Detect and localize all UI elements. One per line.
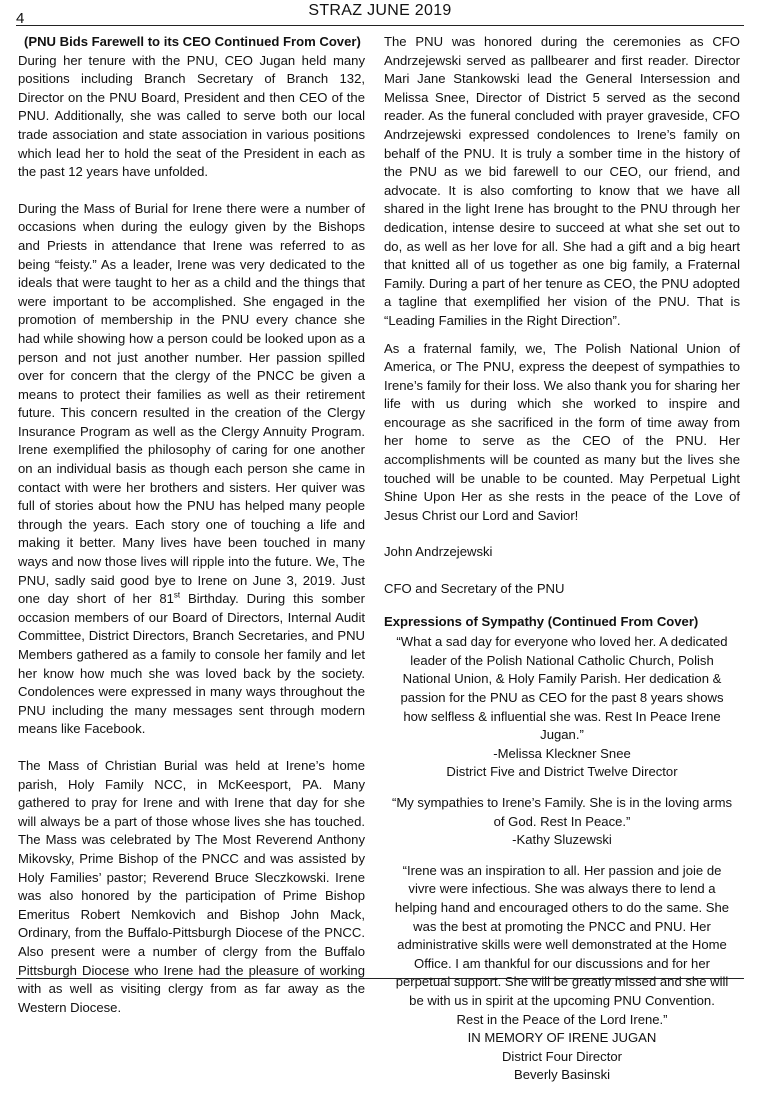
quote-signature: -Melissa Kleckner Snee [493, 745, 631, 761]
paragraph-christian-burial: The Mass of Christian Burial was held at Irene’s home parish, Holy Family NCC, in McKeesport, PA. Many gathered to pray for Irene and with Irene that day for she will always be a part of those whose lives she has touched. The Mass was celebrated by The Most Reverend Anthony Mikovsky, Prime Bishop of the PNCC and was assisted by Holy Families’ pastor; Reverend Bruce Sleczkowski. Irene was also honored by the participation of Prime Bishop Emeritus Robert Nemkovich and Bishop John Mack, Ordinary, from the Buffalo-Pittsburgh Diocese of the PNCC. Also present were a number of clergy from the Buffalo Pittsburgh Diocese who Irene had the pleasure of working with as well as visiting clergy from as far away as the Western Diocese. [18, 757, 365, 1015]
quote-signature: -Kathy Sluzewski [512, 832, 612, 848]
signer-name: John Andrzejewski [384, 544, 493, 560]
paragraph-mass-text-b: Birthday. During this somber occasion members of our Board of Directors, Internal Audit Committee, District Directors, Branch Secretaries, and PNU Members gathered as a family to console her family and let her know how much she was loved back by the society. Condolences were expressed in many ways throughout the PNU including the many messages sent through modern means like Facebook. [18, 591, 365, 737]
ordinal-suffix: st [173, 590, 181, 600]
paragraph-mass-text-a: During the Mass of Burial for Irene there were a number of occasions when during the eulogy given by the Bishops and Priests in attendance that Irene was referred to as being “feisty.” As a leader, Irene was very dedicated to the ideals that were taught to her as a child and the things that were important to be accomplished. She engaged in the promotion of membership in the PNU every chance she had while showing how a person could be looked upon as a person and not just another number. Her passion spilled over for concern that the clergy of the PNCC be given a means to protect their families as well as their retirement future. This concern resulted in the creation of the Clergy Insurance Program as well as the Clergy Annuity Program. Irene exemplified the philosophy of caring for one another on an individual basis as though each person she came in contact with were her brothers and sisters. Her quiver was full of stories about how the PNU has helped many people through the years. Each story one of touching a life and making it better. Many lives have been touched in many ways and now those lives will ripple into the future. We, The PNU, sadly said good bye to Irene on June 3, 2019. Just one day short of her 81 [18, 200, 365, 607]
sympathy-quote-basinski [384, 862, 740, 1085]
paragraph-ceremonies: The PNU was honored during the ceremonies as CFO Andrzejewski served as pallbearer and first reader. Director Mari Jane Stankowski lead the General Intersession and Melissa Snee, Director of District 5 served as the second reader. As the funeral concluded with prayer graveside, CFO Andrzejewski expressed condolences to Irene’s family on behalf of the PNU. It is truly a somber time in the history of the PNU as we bid farewell to our CEO, our friend, and advocate. It is also comforting to know that we have all shared in the light Irene has brought to the PNU through her dedication, intense desire to succeed at what she set out to do, as well as her love for all. She had a gift and a big heart that knitted all of us together as one big family, a Fraternal Family. During a part of her tenure as CEO, the PNU adopted a tagline that exemplified her vision of the PNU. That is “Leading Families in the Right Direction”. [384, 34, 740, 328]
paragraph-mass-of-burial [18, 200, 365, 739]
signer-title: CFO and Secretary of the PNU [384, 581, 565, 597]
quote-text: “What a sad day for everyone who loved her. A dedicated leader of the Polish National Catholic Church, Polish National Union, & Holy Family Parish. Her dedication & passion for the PNU as CEO for the past 8 years shows how selfless & influential she was. Rest In Peace Irene Jugan.” [396, 634, 728, 743]
sympathy-quote-snee [384, 633, 740, 782]
quote-signature-title: District Four Director [501, 1048, 623, 1064]
page-header [16, 0, 744, 26]
paragraph-tenure: During her tenure with the PNU, CEO Jugan held many positions including Branch Secretary of Branch 132, Director on the PNU Board, President and then CEO of the PNU. Additionally, she was called to serve both our local trade association and state association in various positions which lead her to hold the seat of the President in each as the past 12 years have unfolded. [18, 52, 365, 180]
page-number: 4 [16, 10, 25, 27]
right-column [384, 33, 740, 1097]
left-column [18, 33, 365, 1035]
quote-memorial-line: IN MEMORY OF IRENE JUGAN [467, 1030, 657, 1046]
quote-text: “My sympathies to Irene’s Family. She is in the loving arms of God. Rest In Peace.” [391, 794, 733, 829]
quote-closing-line: Rest in the Peace of the Lord Irene.” [456, 1011, 668, 1027]
quote-signature-title: District Five and District Twelve Director [446, 764, 678, 780]
running-head: STRAZ JUNE 2019 [308, 2, 452, 19]
sympathy-quote-sluzewski [384, 794, 740, 850]
quote-signature: Beverly Basinski [513, 1067, 611, 1083]
continued-heading: (PNU Bids Farewell to its CEO Continued From Cover) [24, 34, 361, 49]
quote-text: “Irene was an inspiration to all. Her passion and joie de vivre were infectious. She was always there to lend a helping hand and encouraged others to do the same. She was the best at promoting the PNCC and PNU. Her administrative skills were well demonstrated at the Home Office. I am thankful for our discussions and for her perpetual support. She will be greatly missed and she will be with us in spirit at the upcoming PNU Convention. [394, 862, 730, 1008]
paragraph-sympathies: As a fraternal family, we, The Polish National Union of America, or The PNU, express the deepest of sympathies to Irene’s family for their loss. We also thank you for sharing her life with us during which she worked to inspire and encourage as she sacrificed in the form of time away from her home to serve as the CEO of the PNU. Her accomplishments will be counted as many but the lives she touched will be unable to be counted. May Perpetual Light Shine Upon Her as she rests in the peace of the Love of Jesus Christ our Lord and Savior! [384, 340, 740, 523]
footer-rule [16, 978, 744, 979]
sympathy-heading: Expressions of Sympathy (Continued From Cover) [384, 613, 699, 629]
